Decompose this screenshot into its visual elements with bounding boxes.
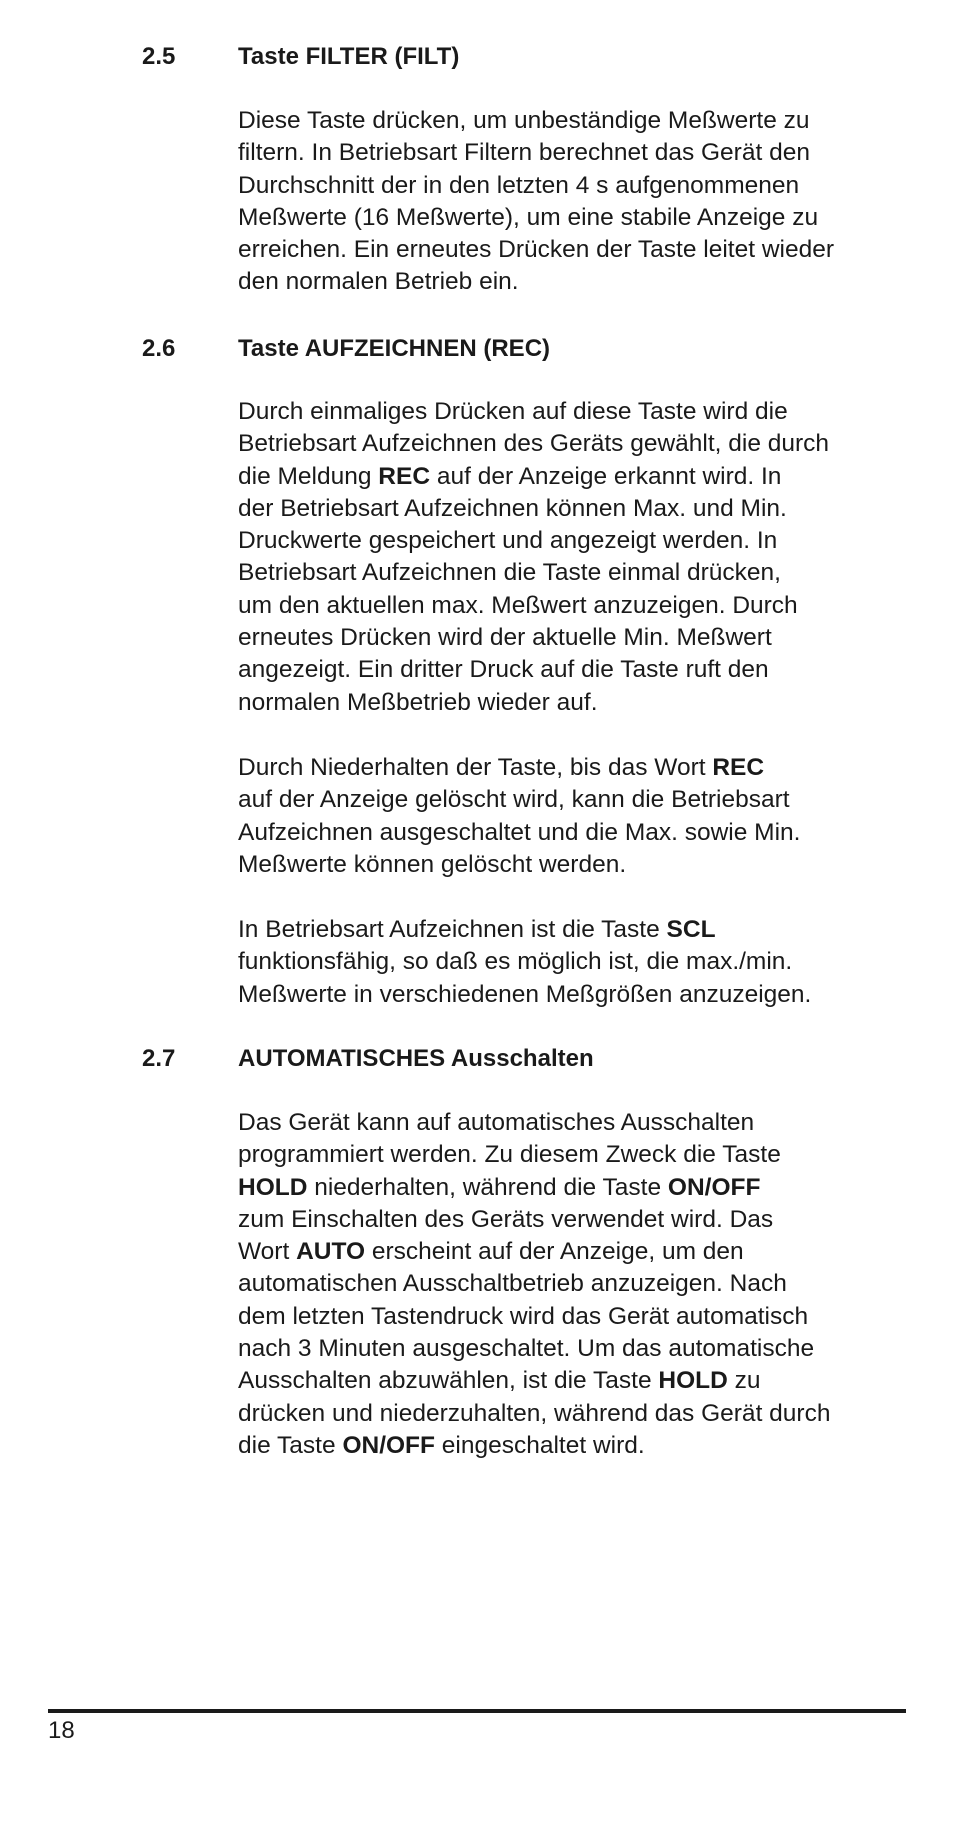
- text-line: [238, 557, 918, 589]
- text-line: [238, 784, 918, 816]
- paragraph: [238, 396, 918, 719]
- text-run: um den aktuellen max. Meßwert anzuzeigen. Durch: [238, 591, 798, 619]
- paragraph: [238, 752, 918, 881]
- bold-key-name: SCL: [666, 916, 716, 943]
- text-run: erscheint auf der Anzeige, um den: [365, 1238, 744, 1266]
- text-run: Durch einmaliges Drücken auf diese Taste wird die: [238, 398, 788, 425]
- text-line: [238, 590, 918, 622]
- text-line: [238, 1204, 918, 1236]
- text-run: nach 3 Minuten ausgeschaltet. Um das automatische: [238, 1335, 815, 1363]
- text-run: zu: [727, 1367, 761, 1395]
- text-line: [238, 979, 918, 1011]
- text-run: angezeigt. Ein dritter Druck auf die Taste ruft den: [238, 656, 769, 684]
- text-run: Meßwerte (16 Meßwerte), um eine stabile Anzeige zu: [238, 203, 819, 231]
- bold-key-name: AUTO: [296, 1238, 366, 1266]
- text-run: Durch Niederhalten der Taste, bis das Wort: [238, 754, 713, 781]
- text-run: In Betriebsart Aufzeichnen ist die Taste: [238, 916, 667, 943]
- text-run: dem letzten Tastendruck wird das Gerät automatisch: [238, 1302, 809, 1330]
- text-run: niederhalten, während die Taste: [307, 1173, 668, 1201]
- text-run: Wort: [238, 1238, 297, 1266]
- text-run: Meßwerte können gelöscht werden.: [238, 850, 627, 878]
- text-line: [238, 1236, 918, 1268]
- text-line: [238, 428, 918, 460]
- text-line: [238, 1172, 918, 1204]
- text-line: [238, 752, 918, 784]
- section-title: Taste AUFZEICHNEN (REC): [238, 335, 551, 362]
- bold-key-name: HOLD: [238, 1173, 308, 1201]
- text-line: [238, 622, 918, 654]
- text-run: Betriebsart Aufzeichnen die Taste einmal drücken,: [238, 559, 781, 587]
- text-run: Aufzeichnen ausgeschaltet und die Max. sowie Min.: [238, 818, 801, 846]
- text-run: filtern. In Betriebsart Filtern berechnet das Gerät den: [238, 139, 810, 167]
- text-line: [238, 266, 918, 298]
- paragraph: [238, 105, 918, 299]
- text-run: die Meldung: [238, 462, 379, 490]
- paragraph: [238, 914, 918, 1011]
- text-line: [238, 234, 918, 266]
- text-line: [238, 137, 918, 169]
- text-run: auf der Anzeige gelöscht wird, kann die Betriebsart: [238, 786, 790, 814]
- section-title: Taste FILTER (FILT): [238, 43, 460, 70]
- bold-key-name: REC: [712, 754, 765, 781]
- text-run: erneutes Drücken wird der aktuelle Min. Meßwert: [238, 624, 772, 652]
- text-run: automatischen Ausschaltbetrieb anzuzeigen. Nach: [238, 1270, 787, 1298]
- section-number: 2.5: [142, 43, 176, 70]
- text-run: Ausschalten abzuwählen, ist die Taste: [238, 1367, 659, 1395]
- text-run: erreichen. Ein erneutes Drücken der Taste leitet wieder: [238, 236, 835, 264]
- text-run: funktionsfähig, so daß es möglich ist, die max./min.: [238, 948, 793, 976]
- text-line: [238, 170, 918, 202]
- page-number: 18: [48, 1717, 75, 1744]
- bold-key-name: ON/OFF: [342, 1431, 435, 1459]
- footer-rule: [48, 1709, 906, 1713]
- section-number: 2.7: [142, 1045, 176, 1072]
- text-line: [238, 202, 918, 234]
- text-run: drücken und niederzuhalten, während das Gerät durch: [238, 1399, 831, 1427]
- text-run: zum Einschalten des Geräts verwendet wird. Das: [238, 1205, 774, 1233]
- text-run: den normalen Betrieb ein.: [238, 268, 519, 296]
- text-line: [238, 1365, 918, 1397]
- bold-key-name: REC: [378, 462, 431, 490]
- text-line: [238, 105, 918, 137]
- text-run: Betriebsart Aufzeichnen des Geräts gewählt, die durch: [238, 430, 830, 458]
- text-line: [238, 654, 918, 686]
- text-line: [238, 396, 918, 428]
- text-line: [238, 849, 918, 881]
- text-run: auf der Anzeige erkannt wird. In: [430, 462, 782, 490]
- text-run: der Betriebsart Aufzeichnen können Max. und Min.: [238, 494, 787, 522]
- text-line: [238, 1107, 918, 1139]
- text-run: Meßwerte in verschiedenen Meßgrößen anzuzeigen.: [238, 980, 812, 1008]
- text-line: [238, 914, 918, 946]
- text-line: [238, 461, 918, 493]
- section-title: AUTOMATISCHES Ausschalten: [238, 1045, 594, 1072]
- bold-key-name: HOLD: [658, 1367, 728, 1395]
- text-run: normalen Meßbetrieb wieder auf.: [238, 688, 598, 716]
- bold-key-name: ON/OFF: [667, 1173, 761, 1201]
- paragraph: [238, 1107, 918, 1462]
- text-line: [238, 1398, 918, 1430]
- section-number: 2.6: [142, 335, 176, 362]
- text-run: programmiert werden. Zu diesem Zweck die Taste: [238, 1141, 781, 1169]
- text-line: [238, 1139, 918, 1171]
- text-line: [238, 1301, 918, 1333]
- text-line: [238, 1333, 918, 1365]
- text-run: eingeschaltet wird.: [434, 1431, 645, 1459]
- text-run: Druckwerte gespeichert und angezeigt werden. In: [238, 527, 778, 555]
- text-line: [238, 525, 918, 557]
- text-run: Diese Taste drücken, um unbeständige Meßwerte zu: [238, 107, 810, 134]
- text-line: [238, 1268, 918, 1300]
- text-run: Durchschnitt der in den letzten 4 s aufgenommenen: [238, 171, 800, 199]
- text-run: Das Gerät kann auf automatisches Ausschalten: [238, 1109, 755, 1136]
- text-run: die Taste: [238, 1431, 343, 1459]
- text-line: [238, 1430, 918, 1462]
- text-line: [238, 817, 918, 849]
- text-line: [238, 687, 918, 719]
- text-line: [238, 946, 918, 978]
- text-line: [238, 493, 918, 525]
